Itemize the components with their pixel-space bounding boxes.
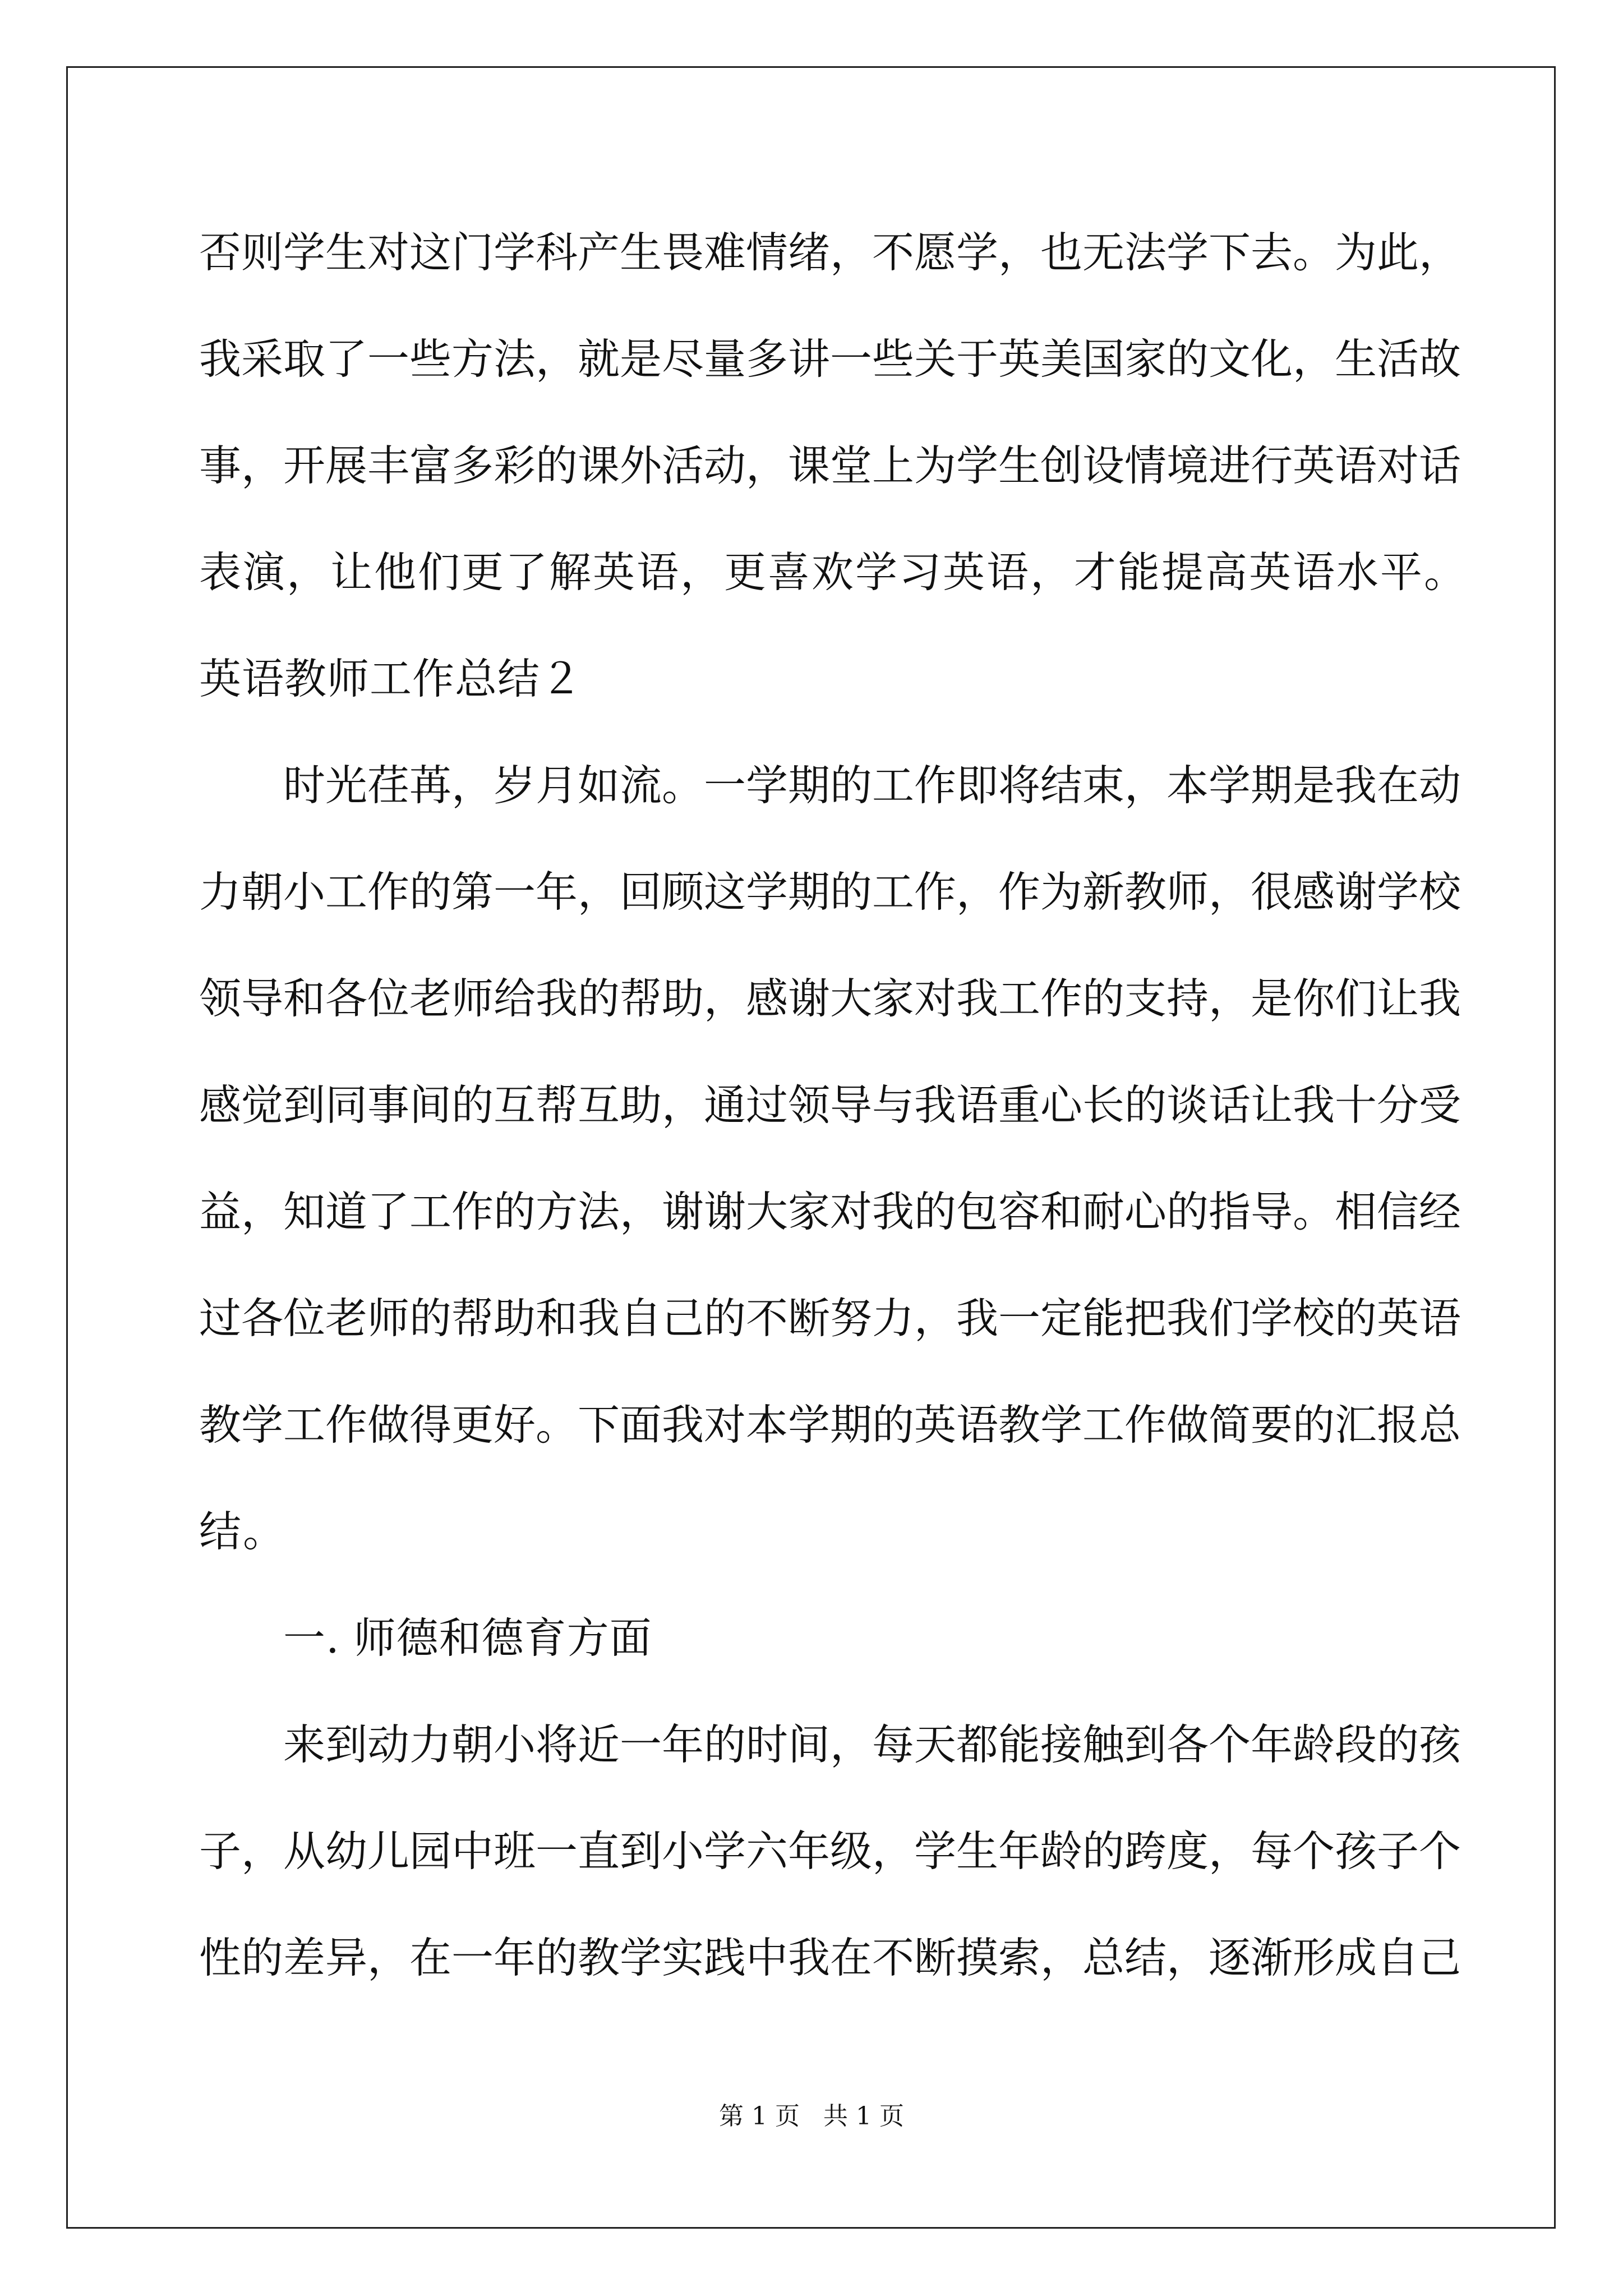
paragraph-2-line-8: 结。 xyxy=(199,1507,287,1556)
paragraph-2-line-2: 力朝小工作的第一年，回顾这学期的工作，作为新教师，很感谢学校 xyxy=(199,867,1461,917)
body-line-4: 表演，让他们更了解英语，更喜欢学习英语，才能提高英语水平。 xyxy=(199,547,1468,597)
section-heading: 英语教师工作总结２ xyxy=(199,654,583,703)
paragraph-3-line-2: 子，从幼儿园中班一直到小学六年级，学生年龄的跨度，每个孩子个 xyxy=(199,1826,1461,1876)
paragraph-2-line-7: 教学工作做得更好。下面我对本学期的英语教学工作做简要的汇报总 xyxy=(199,1400,1461,1450)
paragraph-2-line-4: 感觉到同事间的互帮互助，通过领导与我语重心长的谈话让我十分受 xyxy=(199,1080,1461,1130)
subsection-heading: 一. 师德和德育方面 xyxy=(283,1613,652,1663)
body-line-3: 事，开展丰富多彩的课外活动，课堂上为学生创设情境进行英语对话 xyxy=(199,441,1461,490)
paragraph-3-line-1: 来到动力朝小将近一年的时间，每天都能接触到各个年龄段的孩 xyxy=(283,1720,1461,1769)
paragraph-2-line-1: 时光荏苒，岁月如流。一学期的工作即将结束，本学期是我在动 xyxy=(283,761,1461,810)
body-line-2: 我采取了一些方法，就是尽量多讲一些关于英美国家的文化，生活故 xyxy=(199,334,1461,384)
paragraph-2-line-5: 益，知道了工作的方法，谢谢大家对我的包容和耐心的指导。相信经 xyxy=(199,1187,1461,1236)
body-line-1: 否则学生对这门学科产生畏难情绪，不愿学，也无法学下去。为此， xyxy=(199,228,1461,277)
page-border xyxy=(66,66,1556,2229)
page-number-footer: 第 1 页 共 1 页 xyxy=(719,2102,904,2131)
paragraph-3-line-3: 性的差异，在一年的教学实践中我在不断摸索，总结，逐渐形成自己 xyxy=(199,1933,1461,1982)
paragraph-2-line-6: 过各位老师的帮助和我自己的不断努力，我一定能把我们学校的英语 xyxy=(199,1294,1461,1343)
paragraph-2-line-3: 领导和各位老师给我的帮助，感谢大家对我工作的支持，是你们让我 xyxy=(199,974,1461,1023)
